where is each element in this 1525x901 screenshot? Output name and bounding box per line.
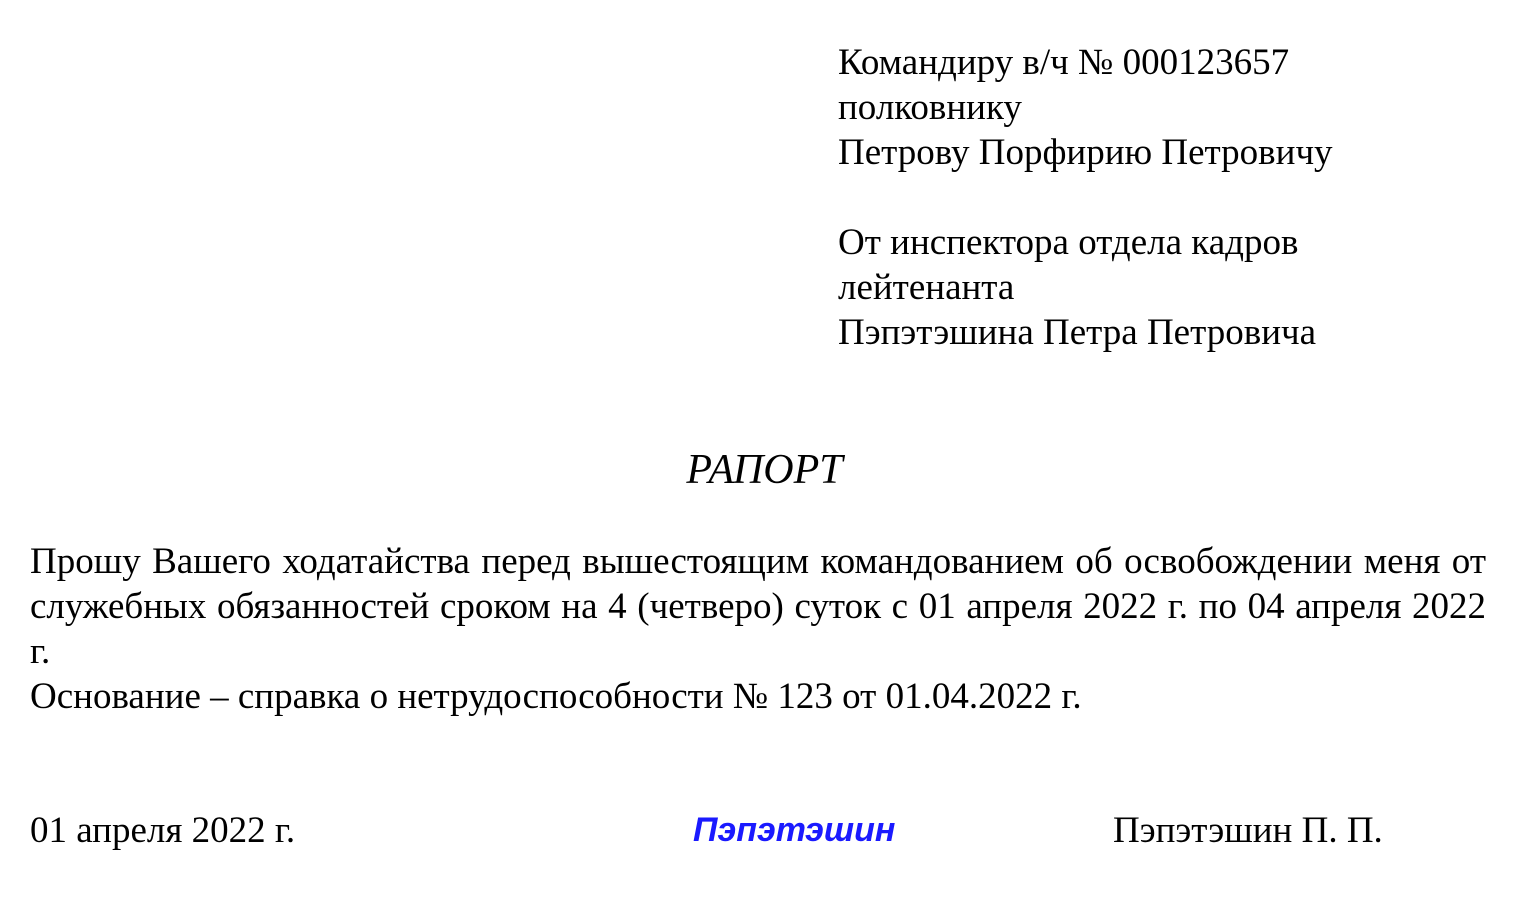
addressee-block bbox=[838, 40, 1333, 175]
basis-paragraph: Основание – справка о нетрудоспособности № 123 от 01.04.2022 г. bbox=[30, 676, 1082, 717]
addressee-unit: Командиру в/ч № 000123657 bbox=[838, 42, 1290, 83]
document-body bbox=[30, 539, 1486, 719]
sender-block bbox=[838, 220, 1316, 355]
addressee-rank: полковнику bbox=[838, 87, 1022, 128]
sender-rank: лейтенанта bbox=[838, 267, 1015, 308]
request-paragraph: Прошу Вашего ходатайства перед вышестоящим командованием об освобождении меня от служебных обязанностей сроком на 4 (четверо) суток с 01 апреля 2022 г. по 04 апреля 2022 г. bbox=[30, 541, 1486, 672]
addressee-name: Петрову Порфирию Петровичу bbox=[838, 132, 1333, 173]
handwritten-signature: Пэпэтэшин bbox=[693, 811, 896, 849]
signature-row bbox=[0, 808, 1525, 858]
signature-name: Пэпэтэшин П. П. bbox=[1113, 810, 1383, 851]
sender-name: Пэпэтэшина Петра Петровича bbox=[838, 312, 1317, 353]
sender-position: От инспектора отдела кадров bbox=[838, 222, 1299, 263]
signature-date: 01 апреля 2022 г. bbox=[30, 810, 296, 851]
document-title: РАПОРТ bbox=[686, 447, 843, 493]
